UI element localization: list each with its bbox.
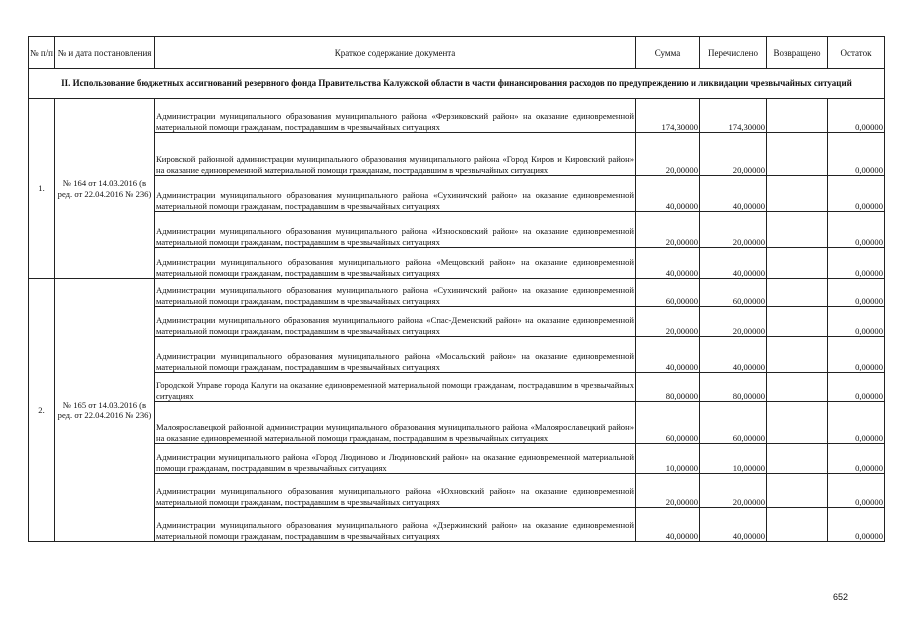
row-balance: 0,00000 — [828, 279, 885, 307]
table-row — [29, 133, 885, 176]
table-row — [29, 474, 885, 508]
header-content: Краткое содержание документа — [155, 37, 636, 69]
row-returned — [767, 133, 828, 176]
row-balance: 0,00000 — [828, 402, 885, 444]
row-balance: 0,00000 — [828, 133, 885, 176]
header-transferred: Перечислено — [700, 37, 767, 69]
row-description: Администрации муниципального образования муниципального района «Дзержинский район» на оказание единовременной материальной помощи гражданам, пострадавшим в чрезвычайных ситуациях — [155, 508, 636, 542]
row-returned — [767, 402, 828, 444]
row-sum: 60,00000 — [636, 402, 700, 444]
row-sum: 20,00000 — [636, 474, 700, 508]
row-returned — [767, 373, 828, 402]
row-balance: 0,00000 — [828, 99, 885, 133]
row-transferred: 40,00000 — [700, 248, 767, 279]
header-balance: Остаток — [828, 37, 885, 69]
decree-cell: № 164 от 14.03.2016 (в ред. от 22.04.2016 № 236) — [55, 99, 155, 279]
row-transferred: 20,00000 — [700, 307, 767, 337]
header-returned: Возвращено — [767, 37, 828, 69]
group-number: 1. — [29, 99, 55, 279]
header-row — [29, 37, 885, 69]
section-title: II. Использование бюджетных ассигнований резервного фонда Правительства Калужской области в части финансирования расходов по предупреждению и ликвидации чрезвычайных ситуаций — [29, 69, 885, 99]
row-description: Администрации муниципального образования муниципального района «Сухиничский район» на оказание единовременной материальной помощи гражданам, пострадавшим в чрезвычайных ситуациях — [155, 279, 636, 307]
row-sum: 10,00000 — [636, 444, 700, 474]
row-description: Администрации муниципального образования муниципального района «Ферзиковский район» на оказание единовременной материальной помощи гражданам, пострадавшим в чрезвычайных ситуациях — [155, 99, 636, 133]
row-balance: 0,00000 — [828, 176, 885, 212]
header-num: № п/п — [29, 37, 55, 69]
table-row — [29, 402, 885, 444]
row-description: Городской Управе города Калуги на оказание единовременной материальной помощи гражданам, пострадавшим в чрезвычайных ситуациях — [155, 373, 636, 402]
row-description: Администрации муниципального образования муниципального района «Мосальский район» на оказание единовременной материальной помощи гражданам, пострадавшим в чрезвычайных ситуациях — [155, 337, 636, 373]
section-row — [29, 69, 885, 99]
header-decree: № и дата постановления — [55, 37, 155, 69]
row-transferred: 40,00000 — [700, 337, 767, 373]
row-returned — [767, 279, 828, 307]
row-description: Администрации муниципального района «Город Людиново и Людиновский район» на оказание единовременной материальной помощи гражданам, пострадавшим в чрезвычайных ситуациях — [155, 444, 636, 474]
row-returned — [767, 508, 828, 542]
row-returned — [767, 474, 828, 508]
row-sum: 80,00000 — [636, 373, 700, 402]
row-description: Администрации муниципального образования муниципального района «Износковский район» на оказание единовременной материальной помощи гражданам, пострадавшим в чрезвычайных ситуациях — [155, 212, 636, 248]
header-sum: Сумма — [636, 37, 700, 69]
page-number: 652 — [833, 592, 849, 602]
row-returned — [767, 212, 828, 248]
row-description: Кировской районной администрации муниципального образования муниципального района «Город Киров и Кировский район» на оказание единовременной материальной помощи гражданам, пострадавшим в чрезвычайных ситуациях — [155, 133, 636, 176]
row-balance: 0,00000 — [828, 508, 885, 542]
group-number: 2. — [29, 279, 55, 542]
table-row — [29, 176, 885, 212]
row-transferred: 80,00000 — [700, 373, 767, 402]
table-row — [29, 337, 885, 373]
row-balance: 0,00000 — [828, 444, 885, 474]
table-row — [29, 508, 885, 542]
row-balance: 0,00000 — [828, 212, 885, 248]
row-description: Администрации муниципального образования муниципального района «Мещовский район» на оказание единовременной материальной помощи гражданам, пострадавшим в чрезвычайных ситуациях — [155, 248, 636, 279]
decree-cell: № 165 от 14.03.2016 (в ред. от 22.04.2016 № 236) — [55, 279, 155, 542]
row-balance: 0,00000 — [828, 337, 885, 373]
row-transferred: 60,00000 — [700, 279, 767, 307]
row-sum: 40,00000 — [636, 248, 700, 279]
row-returned — [767, 337, 828, 373]
table-row — [29, 99, 885, 133]
row-sum: 40,00000 — [636, 337, 700, 373]
row-description: Администрации муниципального образования муниципального района «Юхновский район» на оказание единовременной материальной помощи гражданам, пострадавшим в чрезвычайных ситуациях — [155, 474, 636, 508]
row-sum: 20,00000 — [636, 212, 700, 248]
row-description: Администрации муниципального образования муниципального района «Сухиничский район» на оказание единовременной материальной помощи гражданам, пострадавшим в чрезвычайных ситуациях — [155, 176, 636, 212]
row-transferred: 174,30000 — [700, 99, 767, 133]
table-row — [29, 212, 885, 248]
row-sum: 174,30000 — [636, 99, 700, 133]
row-sum: 20,00000 — [636, 133, 700, 176]
table-row — [29, 248, 885, 279]
row-returned — [767, 99, 828, 133]
row-balance: 0,00000 — [828, 307, 885, 337]
table-row — [29, 307, 885, 337]
row-sum: 20,00000 — [636, 307, 700, 337]
table-row — [29, 444, 885, 474]
row-transferred: 60,00000 — [700, 402, 767, 444]
row-sum: 60,00000 — [636, 279, 700, 307]
table-row — [29, 373, 885, 402]
row-transferred: 20,00000 — [700, 474, 767, 508]
row-transferred: 40,00000 — [700, 508, 767, 542]
row-balance: 0,00000 — [828, 373, 885, 402]
row-transferred: 20,00000 — [700, 133, 767, 176]
row-transferred: 40,00000 — [700, 176, 767, 212]
row-transferred: 20,00000 — [700, 212, 767, 248]
row-returned — [767, 444, 828, 474]
table-row — [29, 279, 885, 307]
row-returned — [767, 176, 828, 212]
row-balance: 0,00000 — [828, 248, 885, 279]
row-balance: 0,00000 — [828, 474, 885, 508]
row-description: Малоярославецкой районной администрации муниципального образования муниципального района «Малоярославецкий район» на оказание единовременной материальной помощи гражданам, пострадавшим в чрезвычайных ситуациях — [155, 402, 636, 444]
row-description: Администрации муниципального образования муниципального района «Спас-Деменский район» на оказание единовременной материальной помощи гражданам, пострадавшим в чрезвычайных ситуациях — [155, 307, 636, 337]
budget-table — [28, 36, 885, 542]
row-returned — [767, 307, 828, 337]
row-transferred: 10,00000 — [700, 444, 767, 474]
row-sum: 40,00000 — [636, 176, 700, 212]
row-returned — [767, 248, 828, 279]
row-sum: 40,00000 — [636, 508, 700, 542]
